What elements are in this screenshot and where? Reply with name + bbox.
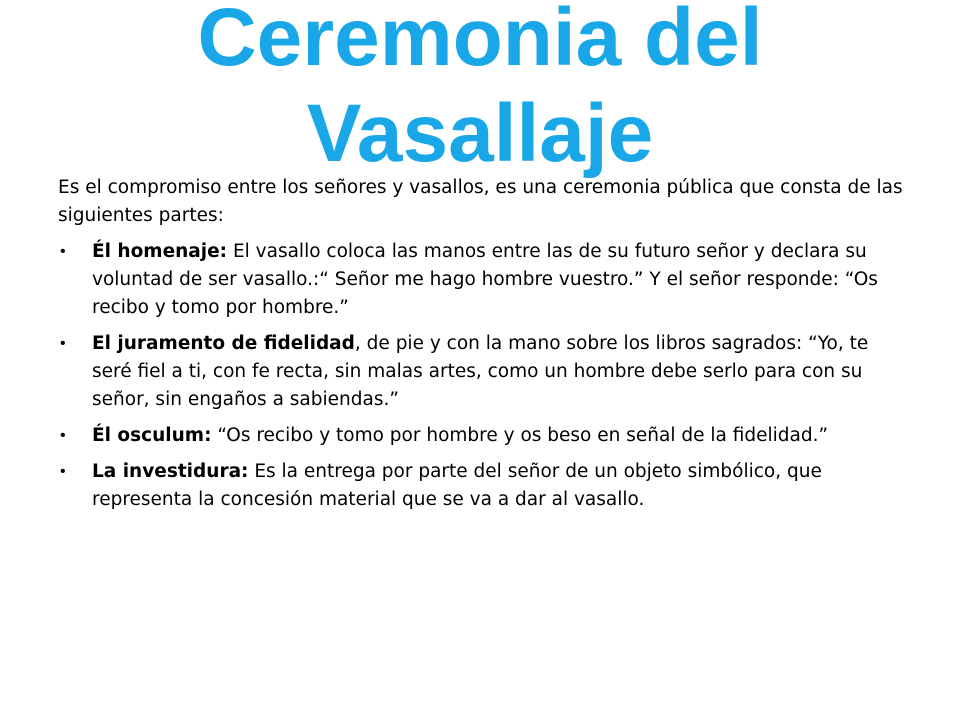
bullet-term: El juramento de fidelidad: [92, 333, 355, 354]
bullet-icon: •: [60, 335, 66, 352]
bullet-list: [58, 238, 908, 514]
bullet-item-homenaje: [58, 238, 908, 322]
intro-paragraph: Es el compromiso entre los señores y vasallos, es una ceremonia pública que consta de las siguientes partes:: [58, 177, 903, 226]
bullet-item-juramento: [58, 330, 908, 414]
bullet-term: Él osculum:: [92, 425, 212, 446]
slide-title-line-2: Vasallaje: [306, 88, 654, 179]
slide-body: [58, 174, 908, 522]
slide-title: [0, 0, 960, 182]
bullet-text: Es la entrega por parte del señor de un objeto simbólico, que representa la concesión material que se va a dar al vasallo.: [92, 461, 822, 510]
bullet-text: , de pie y con la mano sobre los libros sagrados: “Yo, te seré fiel a ti, con fe recta, sin malas artes, como un hombre debe serlo para con su señor, sin engaños a sabiendas.”: [92, 333, 869, 410]
bullet-item-osculum: [58, 422, 908, 450]
slide-title-line-1: Ceremonia del: [197, 0, 763, 83]
bullet-item-investidura: [58, 458, 908, 514]
bullet-term: La investidura:: [92, 461, 249, 482]
bullet-text: El vasallo coloca las manos entre las de su futuro señor y declara su voluntad de ser vasallo.:“ Señor me hago hombre vuestro.” Y el señor responde: “Os recibo y tomo por hombre.”: [92, 241, 878, 318]
bullet-icon: •: [60, 243, 66, 260]
bullet-term: Él homenaje:: [92, 241, 228, 262]
bullet-icon: •: [60, 463, 66, 480]
bullet-text: “Os recibo y tomo por hombre y os beso en señal de la fidelidad.”: [211, 425, 829, 446]
bullet-icon: •: [60, 427, 66, 444]
